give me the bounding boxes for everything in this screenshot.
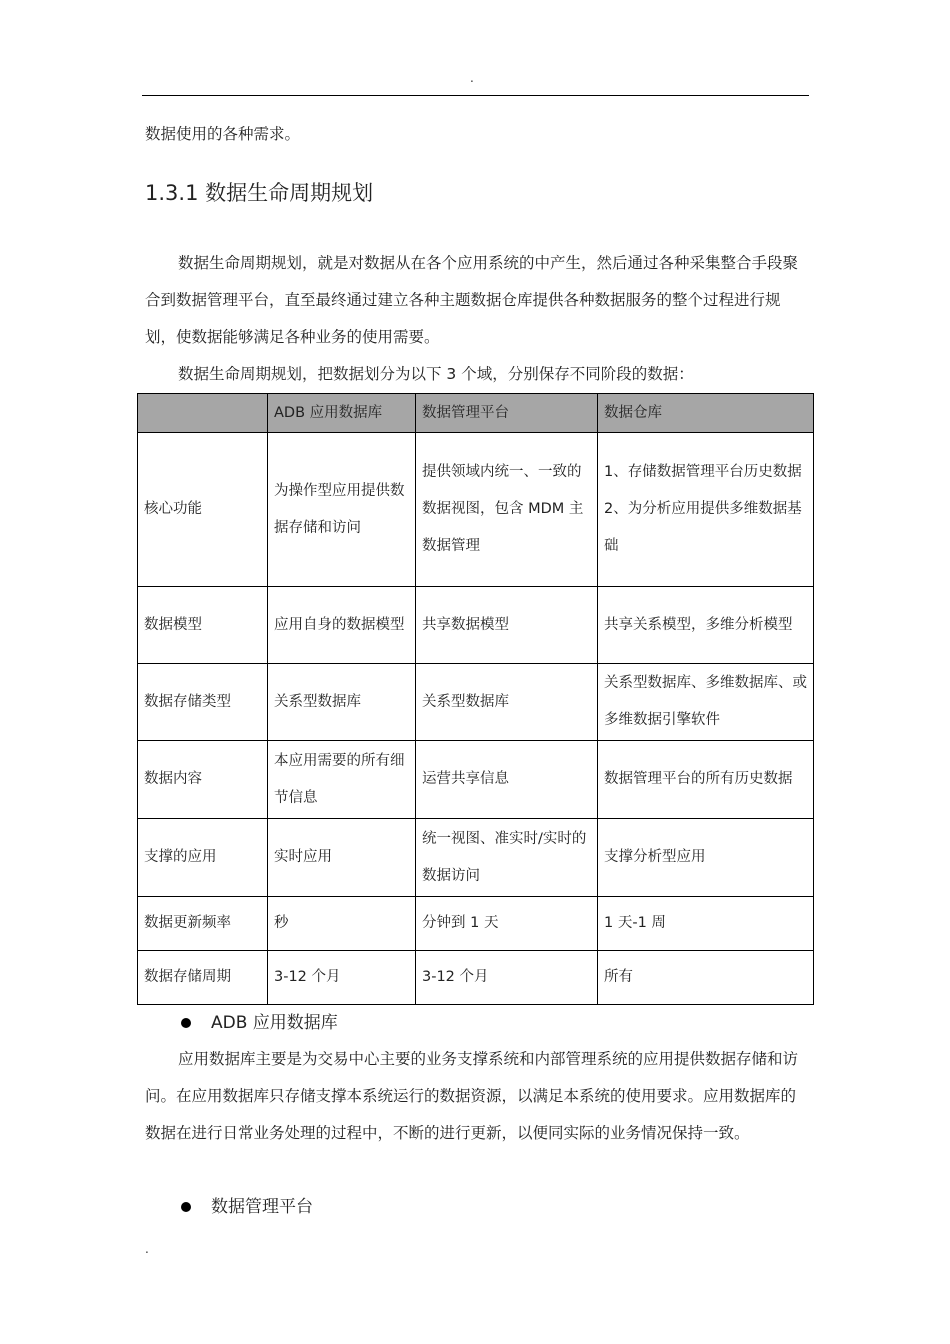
- table-header-row: [138, 394, 814, 433]
- section-heading: 1.3.1 数据生命周期规划: [145, 181, 374, 205]
- header-mark: .: [470, 71, 474, 85]
- table-cell-label: 数据内容: [138, 741, 268, 819]
- table-row: [138, 951, 814, 1005]
- intro-line: 数据使用的各种需求。: [145, 125, 301, 143]
- paragraph-adb-description: 应用数据库主要是为交易中心主要的业务支撑系统和内部管理系统的应用提供数据存储和访问。在应用数据库只存储支撑本系统运行的数据资源，以满足本系统的使用要求。应用数据库的数据在进行日常业务处理的过程中，不断的进行更新，以便同实际的业务情况保持一致。: [145, 1050, 799, 1142]
- table-cell-label: 核心功能: [138, 433, 268, 587]
- table-cell-platform: 共享数据模型: [416, 587, 598, 664]
- table-cell-warehouse: 所有: [598, 951, 814, 1005]
- table-cell-label: 数据模型: [138, 587, 268, 664]
- table-cell-platform: 3-12 个月: [416, 951, 598, 1005]
- table-cell-platform: 分钟到 1 天: [416, 897, 598, 951]
- bullet-title-platform: 数据管理平台: [211, 1197, 313, 1217]
- table-cell-label: 数据存储类型: [138, 664, 268, 741]
- table-cell-adb: 3-12 个月: [268, 951, 416, 1005]
- table-cell-label: 支撑的应用: [138, 819, 268, 897]
- bullet-dot-icon: [181, 1202, 191, 1212]
- table-cell-warehouse: 共享关系模型，多维分析模型: [598, 587, 814, 664]
- table-cell-warehouse: [598, 433, 814, 587]
- footer-mark: .: [145, 1242, 149, 1256]
- table-header-cell-adb: ADB 应用数据库: [268, 394, 416, 433]
- table-cell-platform: 关系型数据库: [416, 664, 598, 741]
- table-row: [138, 819, 814, 897]
- table-cell-adb: 应用自身的数据模型: [268, 587, 416, 664]
- table-cell-adb: 关系型数据库: [268, 664, 416, 741]
- table-header-cell-warehouse: 数据仓库: [598, 394, 814, 433]
- table-cell-warehouse: 数据管理平台的所有历史数据: [598, 741, 814, 819]
- paragraph-domain-intro: 数据生命周期规划，把数据划分为以下 3 个域，分别保存不同阶段的数据：: [178, 365, 694, 383]
- table-cell-warehouse: 1 天-1 周: [598, 897, 814, 951]
- table-header-cell-empty: [138, 394, 268, 433]
- table-cell-warehouse: 支撑分析型应用: [598, 819, 814, 897]
- table-cell-label: 数据更新频率: [138, 897, 268, 951]
- table-cell-label: 数据存储周期: [138, 951, 268, 1005]
- table-row: [138, 433, 814, 587]
- table-row: [138, 741, 814, 819]
- data-domain-table: [137, 393, 814, 1005]
- table-row: [138, 587, 814, 664]
- bullet-dot-icon: [181, 1018, 191, 1028]
- paragraph-lifecycle-definition: 数据生命周期规划，就是对数据从在各个应用系统的中产生，然后通过各种采集整合手段聚合到数据管理平台，直至最终通过建立各种主题数据仓库提供各种数据服务的整个过程进行规划，使数据能够满足各种业务的使用需要。: [145, 254, 799, 346]
- table-cell-platform: 提供领域内统一、一致的数据视图，包含 MDM 主数据管理: [416, 433, 598, 587]
- table-cell-adb: 秒: [268, 897, 416, 951]
- table-cell-adb: 本应用需要的所有细节信息: [268, 741, 416, 819]
- table-cell-adb: 实时应用: [268, 819, 416, 897]
- header-rule: [142, 95, 809, 96]
- bullet-title-adb: ADB 应用数据库: [211, 1013, 338, 1033]
- warehouse-function-2: 2、为分析应用提供多维数据基础: [604, 501, 802, 554]
- table-cell-platform: 运营共享信息: [416, 741, 598, 819]
- table-row: [138, 664, 814, 741]
- warehouse-function-1: 1、存储数据管理平台历史数据: [604, 464, 802, 480]
- table-cell-warehouse: 关系型数据库、多维数据库、或多维数据引擎软件: [598, 664, 814, 741]
- table-cell-platform: 统一视图、准实时/实时的数据访问: [416, 819, 598, 897]
- table-header-cell-platform: 数据管理平台: [416, 394, 598, 433]
- table-row: [138, 897, 814, 951]
- table-cell-adb: 为操作型应用提供数据存储和访问: [268, 433, 416, 587]
